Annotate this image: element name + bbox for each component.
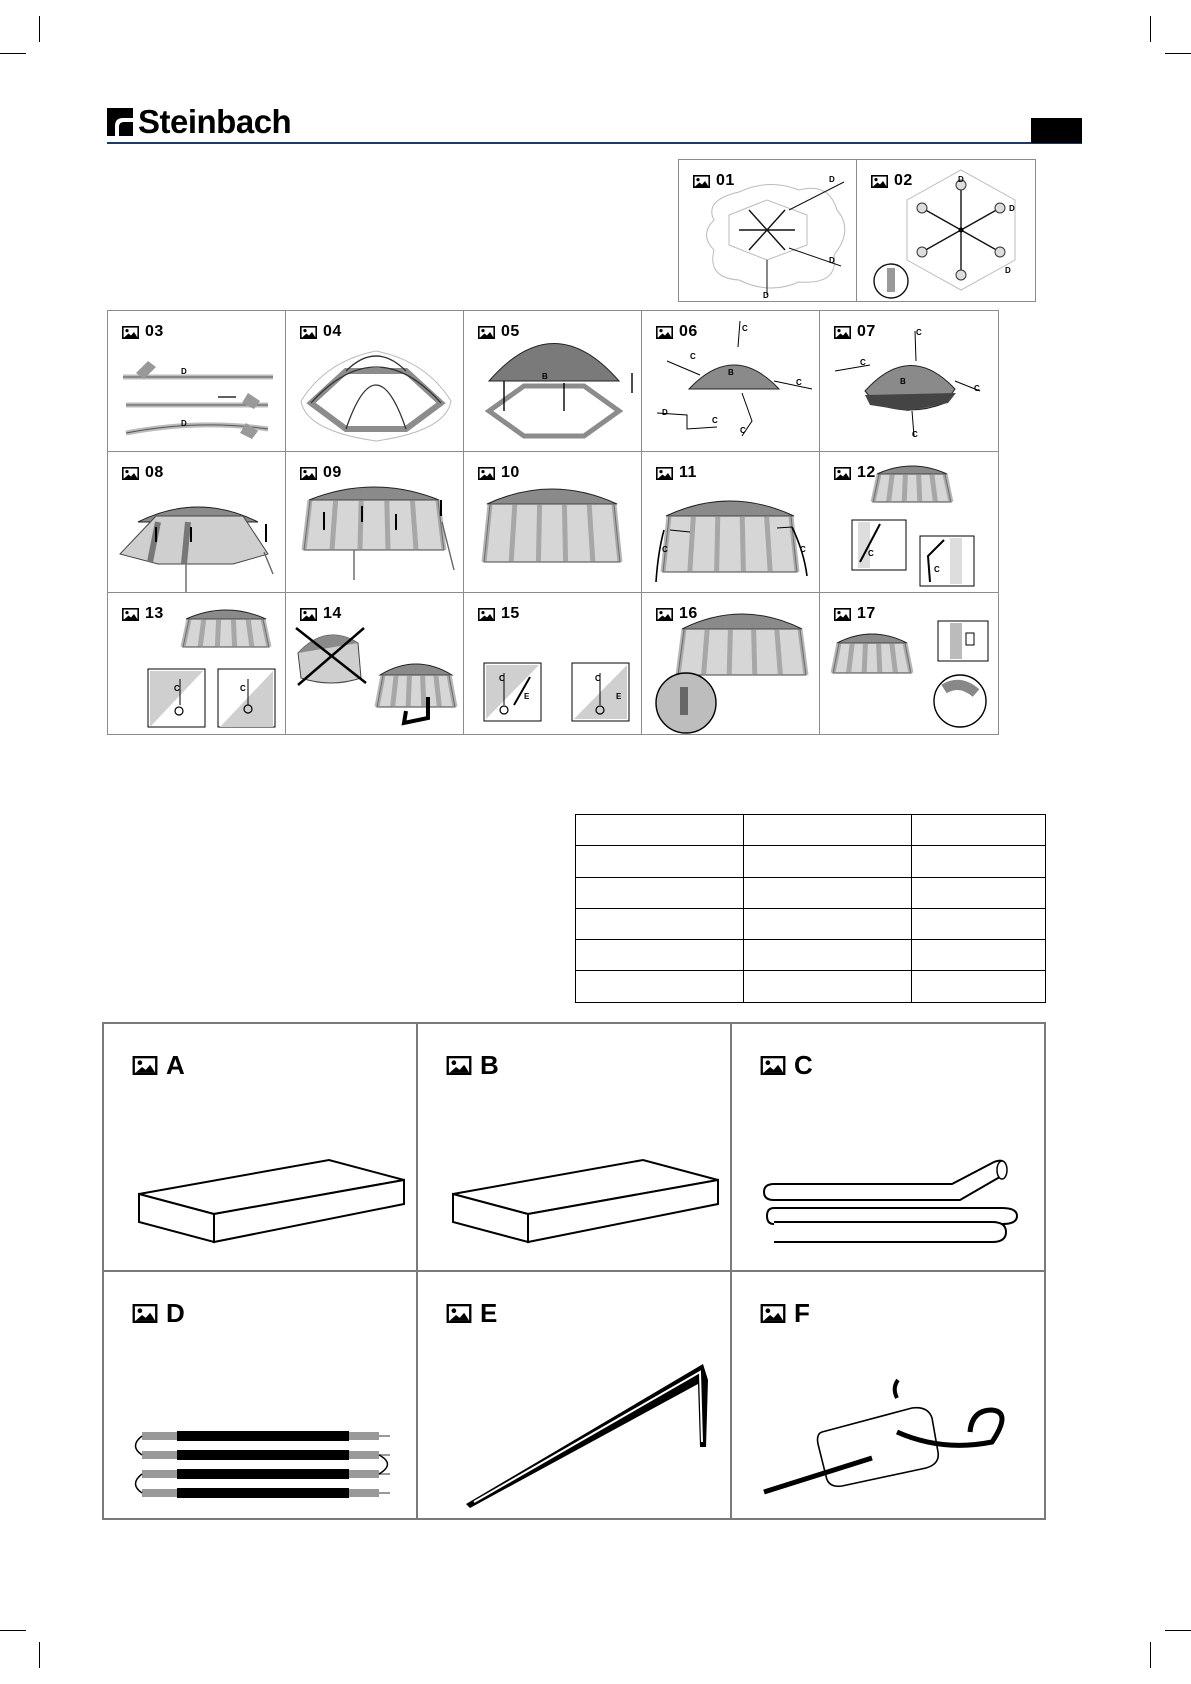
table-cell [576,815,744,846]
part-label [446,1298,497,1329]
table-cell [912,877,1046,908]
specification-table [575,814,1046,1003]
image-icon [300,608,317,621]
step-label [300,464,342,482]
diagram-letter: D [1005,266,1011,275]
part-letter: E [480,1298,498,1328]
diagram-letter: D [662,408,668,417]
assembly-step-03 [107,310,287,453]
diagram-letter: C [916,328,922,337]
diagram-letter: C [800,545,806,554]
part-d [102,1270,418,1520]
image-icon [478,608,495,621]
step-label [300,605,342,623]
step-label [478,464,520,482]
table-row [576,971,1046,1002]
crop-mark [0,1630,26,1631]
step-number: 04 [323,323,342,340]
table-row [576,908,1046,939]
diagram-letter: C [174,684,180,693]
image-icon [300,467,317,480]
step-label [834,323,876,341]
assembly-step-11 [641,451,821,594]
step-number: 11 [679,464,697,481]
table-row [576,940,1046,971]
image-icon [122,608,139,621]
assembly-step-12 [819,451,999,594]
table-cell [912,971,1046,1002]
image-icon [834,608,851,621]
part-label [760,1298,810,1329]
assembly-step-07 [819,310,999,453]
diagram-letter: C [662,545,668,554]
assembly-step-15 [463,592,643,735]
image-icon [656,467,673,480]
table-cell [744,940,912,971]
step-number: 15 [501,605,520,622]
table-row [576,877,1046,908]
diagram-letter: E [524,692,530,701]
crop-mark [39,16,40,42]
image-icon [834,467,851,480]
step-number: 14 [323,605,342,622]
assembly-step-05 [463,310,643,453]
crop-mark [1150,1642,1151,1668]
step-label [122,464,164,482]
crop-mark [1165,1630,1191,1631]
part-letter: B [480,1050,499,1080]
image-icon [300,326,317,339]
image-icon [693,175,710,188]
table-cell [912,846,1046,877]
table-cell [744,877,912,908]
step-label [656,323,698,341]
step-number: 13 [145,605,164,622]
part-label [760,1050,813,1081]
diagram-letter: B [728,368,734,377]
diagram-letter: C [934,565,940,574]
step-label [656,605,698,623]
specification-table-body [576,815,1046,1003]
assembly-step-01 [678,159,858,302]
step-label [478,323,520,341]
diagram-letter: D [1009,204,1015,213]
diagram-letter: B [900,377,906,386]
assembly-step-16 [641,592,821,735]
table-cell [576,877,744,908]
part-letter: C [794,1050,813,1080]
table-cell [912,908,1046,939]
step-number: 05 [501,323,520,340]
assembly-step-02 [856,159,1036,302]
diagram-letter: D [181,419,187,428]
image-icon [478,467,495,480]
table-cell [912,815,1046,846]
image-icon [132,1304,158,1323]
part-a [102,1022,418,1272]
assembly-step-17 [819,592,999,735]
part-f [730,1270,1046,1520]
page-header [107,104,1082,146]
table-cell [744,971,912,1002]
page-number-tab [1031,118,1082,143]
part-label [446,1050,499,1081]
table-cell [576,971,744,1002]
diagram-letter: D [958,175,964,184]
step-number: 06 [679,323,698,340]
diagram-letter: C [712,416,718,425]
assembly-step-08 [107,451,287,594]
assembly-step-06 [641,310,821,453]
table-cell [576,940,744,971]
step-label [478,605,520,623]
diagram-letter: C [742,324,748,333]
part-c [730,1022,1046,1272]
image-icon [760,1056,786,1075]
brand-mark-icon [107,108,133,136]
image-icon [478,326,495,339]
step-number: 03 [145,323,164,340]
table-cell [576,846,744,877]
diagram-letter: D [181,367,187,376]
table-cell [576,908,744,939]
diagram-letter: C [974,384,980,393]
step-number: 07 [857,323,876,340]
table-row [576,815,1046,846]
crop-mark [39,1642,40,1668]
diagram-letter: C [499,674,505,683]
table-cell [744,815,912,846]
table-row [576,846,1046,877]
image-icon [871,175,888,188]
image-icon [122,326,139,339]
image-icon [446,1056,472,1075]
step-number: 17 [857,605,876,622]
image-icon [446,1304,472,1323]
part-letter: A [166,1050,185,1080]
image-icon [760,1304,786,1323]
brand-name: Steinbach [138,103,292,140]
step-number: 09 [323,464,342,481]
step-label [693,172,735,190]
part-letter: F [794,1298,810,1328]
step-number: 16 [679,605,698,622]
diagram-letter: C [868,549,874,558]
brand-logo [107,104,291,140]
assembly-step-09 [285,451,465,594]
image-icon [834,326,851,339]
step-label [122,605,164,623]
step-number: 10 [501,464,520,481]
image-icon [656,608,673,621]
step-number: 01 [716,172,735,189]
part-e [416,1270,732,1520]
diagram-letter: C [860,358,866,367]
image-icon [122,467,139,480]
diagram-letter: D [829,175,835,184]
diagram-letter: C [595,674,601,683]
crop-mark [0,53,26,54]
step-label [834,605,876,623]
part-letter: D [166,1298,185,1328]
step-label [122,323,164,341]
diagram-letter: C [740,426,746,435]
part-label [132,1050,185,1081]
part-b [416,1022,732,1272]
diagram-letter: C [912,430,918,439]
assembly-step-10 [463,451,643,594]
diagram-letter: C [240,684,246,693]
diagram-letter: C [690,352,696,361]
step-number: 02 [894,172,913,189]
table-cell [912,940,1046,971]
header-rule [107,142,1082,144]
step-label [656,464,697,482]
diagram-letter: D [763,291,769,300]
table-cell [744,846,912,877]
step-label [871,172,913,190]
crop-mark [1150,16,1151,42]
diagram-letter: E [616,692,622,701]
step-label [300,323,342,341]
assembly-step-04 [285,310,465,453]
diagram-letter: D [829,256,835,265]
crop-mark [1165,53,1191,54]
part-label [132,1298,185,1329]
image-icon [132,1056,158,1075]
image-icon [656,326,673,339]
step-label [834,464,876,482]
assembly-step-14 [285,592,465,735]
step-number: 08 [145,464,164,481]
table-cell [744,908,912,939]
step-number: 12 [857,464,876,481]
assembly-step-13 [107,592,287,735]
diagram-letter: B [542,372,548,381]
diagram-letter: C [796,378,802,387]
